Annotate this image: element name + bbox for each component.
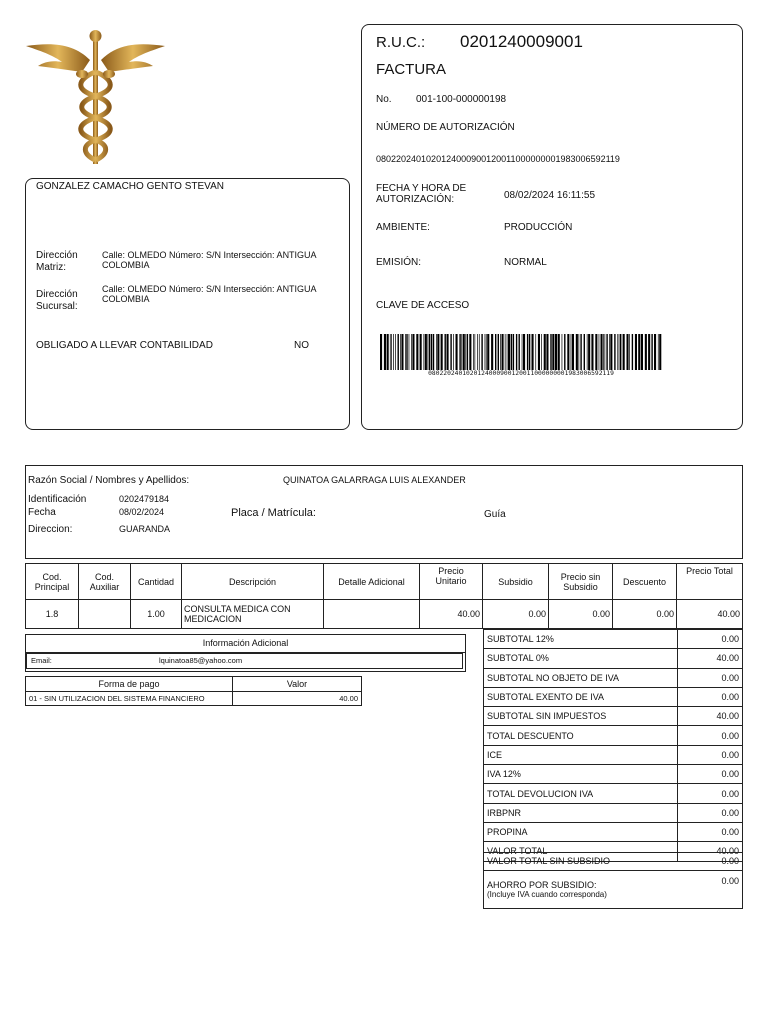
ahorro-value: 0.00	[721, 876, 739, 886]
ruc-value: 0201240009001	[460, 32, 583, 51]
cell-precio-unitario: 40.00	[420, 600, 483, 629]
cell-descripcion: CONSULTA MEDICA CON MEDICACION	[182, 600, 324, 629]
emision-value: NORMAL	[504, 257, 547, 268]
header-cod-principal: Cod. Principal	[26, 564, 79, 600]
emisor-box	[25, 178, 350, 430]
totals-row	[484, 765, 743, 784]
totals-value: 0.00	[678, 784, 743, 803]
dir-matriz-label: Dirección Matriz:	[36, 250, 78, 273]
totals-row	[484, 649, 743, 668]
cell-subsidio: 0.00	[483, 600, 549, 629]
cell-precio-total: 40.00	[677, 600, 743, 629]
forma-pago-header: Forma de pago	[26, 677, 233, 692]
totals-row	[484, 745, 743, 764]
cell-cod-auxiliar	[79, 600, 131, 629]
cliente-razon-label: Razón Social / Nombres y Apellidos:	[28, 475, 190, 486]
header-descuento: Descuento	[613, 564, 677, 600]
ruc-label: R.U.C.:	[376, 34, 426, 51]
totals-row	[484, 726, 743, 745]
contabilidad-label: OBLIGADO A LLEVAR CONTABILIDAD	[36, 340, 213, 351]
cell-detalle	[324, 600, 420, 629]
dir-sucursal-label: Dirección Sucursal:	[36, 289, 78, 312]
totals-row	[484, 707, 743, 726]
header-cantidad: Cantidad	[131, 564, 182, 600]
header-precio-sin-subsidio: Precio sin Subsidio	[549, 564, 613, 600]
cell-descuento: 0.00	[613, 600, 677, 629]
totals-label: SUBTOTAL SIN IMPUESTOS	[484, 707, 678, 726]
email-label: Email:	[31, 656, 52, 665]
totals-label: SUBTOTAL 12%	[484, 630, 678, 649]
totals-row	[484, 784, 743, 803]
totals-value: 40.00	[678, 707, 743, 726]
totals-value: 0.00	[678, 745, 743, 764]
totals-label: VALOR TOTAL	[484, 842, 678, 861]
valor-header: Valor	[233, 677, 362, 692]
emisor-razon-social: GONZALEZ CAMACHO GENTO STEVAN	[36, 181, 224, 192]
dir-sucursal-value: Calle: OLMEDO Número: S/N Intersección: ANTIGUA COLOMBIA	[102, 284, 317, 304]
header-cod-auxiliar: Cod. Auxiliar	[79, 564, 131, 600]
totals-label: SUBTOTAL 0%	[484, 649, 678, 668]
totals-value: 0.00	[678, 687, 743, 706]
table-row	[26, 692, 362, 706]
cell-precio-sin-subsidio: 0.00	[549, 600, 613, 629]
email-row	[26, 653, 463, 669]
header-precio-unitario: Precio Unitario	[420, 564, 483, 600]
totals-label: PROPINA	[484, 822, 678, 841]
totals-label: ICE	[484, 745, 678, 764]
totales-table	[483, 629, 743, 862]
totals-row	[484, 687, 743, 706]
cliente-dir-label: Direccion:	[28, 524, 73, 535]
placa-label: Placa / Matrícula:	[231, 507, 316, 519]
factura-no-label: No.	[376, 94, 392, 105]
totals-value: 0.00	[678, 765, 743, 784]
totals-value: 0.00	[678, 822, 743, 841]
factura-title: FACTURA	[376, 61, 447, 78]
cliente-box	[25, 465, 743, 559]
totals-label: IVA 12%	[484, 765, 678, 784]
cliente-fecha-label: Fecha	[28, 507, 56, 518]
totals-row	[484, 668, 743, 687]
autorizacion-label: NÚMERO DE AUTORIZACIÓN	[376, 122, 515, 133]
ambiente-value: PRODUCCIÓN	[504, 222, 573, 233]
totals-label: TOTAL DESCUENTO	[484, 726, 678, 745]
clave-acceso-label: CLAVE DE ACCESO	[376, 300, 470, 311]
cliente-fecha-value: 08/02/2024	[119, 507, 165, 517]
info-adicional-title: Información Adicional	[26, 635, 465, 653]
info-adicional-box	[25, 634, 466, 672]
header-descripcion: Descripción	[182, 564, 324, 600]
ahorro-label: AHORRO POR SUBSIDIO:	[487, 880, 597, 890]
valor-sin-subsidio-label: VALOR TOTAL SIN SUBSIDIO	[487, 856, 611, 866]
ambiente-label: AMBIENTE:	[376, 222, 430, 233]
totals-value: 0.00	[678, 630, 743, 649]
contabilidad-value: NO	[294, 340, 309, 351]
cell-cantidad: 1.00	[131, 600, 182, 629]
header-detalle: Detalle Adicional	[324, 564, 420, 600]
cliente-razon-value: QUINATOA GALARRAGA LUIS ALEXANDER	[283, 475, 466, 485]
valor-sin-subsidio-value: 0.00	[721, 856, 739, 866]
clave-acceso-value: 0802202401020124000900120011000000001983006592119	[428, 370, 614, 377]
table-row	[26, 600, 743, 629]
email-value: lquinatoa85@yahoo.com	[159, 656, 243, 665]
caduceus-logo	[24, 24, 167, 174]
fecha-autorizacion-label: FECHA Y HORA DE AUTORIZACIÓN:	[376, 183, 467, 205]
barcode	[380, 334, 662, 370]
autorizacion-value: 0802202401020124000900120011000000001983006592119	[376, 154, 620, 164]
caduceus-icon	[24, 24, 167, 174]
subsidio-box	[483, 852, 743, 909]
totals-value: 0.00	[678, 668, 743, 687]
totals-value: 0.00	[678, 726, 743, 745]
totals-label: TOTAL DEVOLUCION IVA	[484, 784, 678, 803]
forma-pago-table	[25, 676, 362, 706]
factura-box	[361, 24, 743, 430]
cliente-id-label: Identificación	[28, 494, 87, 505]
totals-row	[484, 803, 743, 822]
guia-label: Guía	[484, 509, 506, 520]
totals-row	[484, 822, 743, 841]
header-subsidio: Subsidio	[483, 564, 549, 600]
header-precio-total: Precio Total	[677, 564, 743, 600]
totals-value: 0.00	[678, 803, 743, 822]
cliente-dir-value: GUARANDA	[119, 524, 171, 534]
fecha-autorizacion-value: 08/02/2024 16:11:55	[504, 190, 596, 201]
pago-valor-value: 40.00	[233, 692, 362, 706]
dir-matriz-value: Calle: OLMEDO Número: S/N Intersección: ANTIGUA COLOMBIA	[102, 250, 317, 270]
totals-label: SUBTOTAL EXENTO DE IVA	[484, 687, 678, 706]
totals-value: 40.00	[678, 649, 743, 668]
totals-value: 40.00	[678, 842, 743, 861]
totals-label: SUBTOTAL NO OBJETO DE IVA	[484, 668, 678, 687]
ahorro-note: (Incluye IVA cuando corresponda)	[487, 890, 607, 899]
factura-no: 001-100-000000198	[416, 94, 507, 105]
cliente-id-value: 0202479184	[119, 494, 170, 504]
items-header-row	[26, 564, 743, 600]
totals-label: IRBPNR	[484, 803, 678, 822]
cell-cod-principal: 1.8	[26, 600, 79, 629]
forma-pago-value: 01 - SIN UTILIZACION DEL SISTEMA FINANCIERO	[26, 692, 233, 706]
barcode-bars	[380, 334, 662, 370]
emision-label: EMISIÓN:	[376, 257, 422, 268]
items-table	[25, 563, 743, 629]
totals-row	[484, 630, 743, 649]
